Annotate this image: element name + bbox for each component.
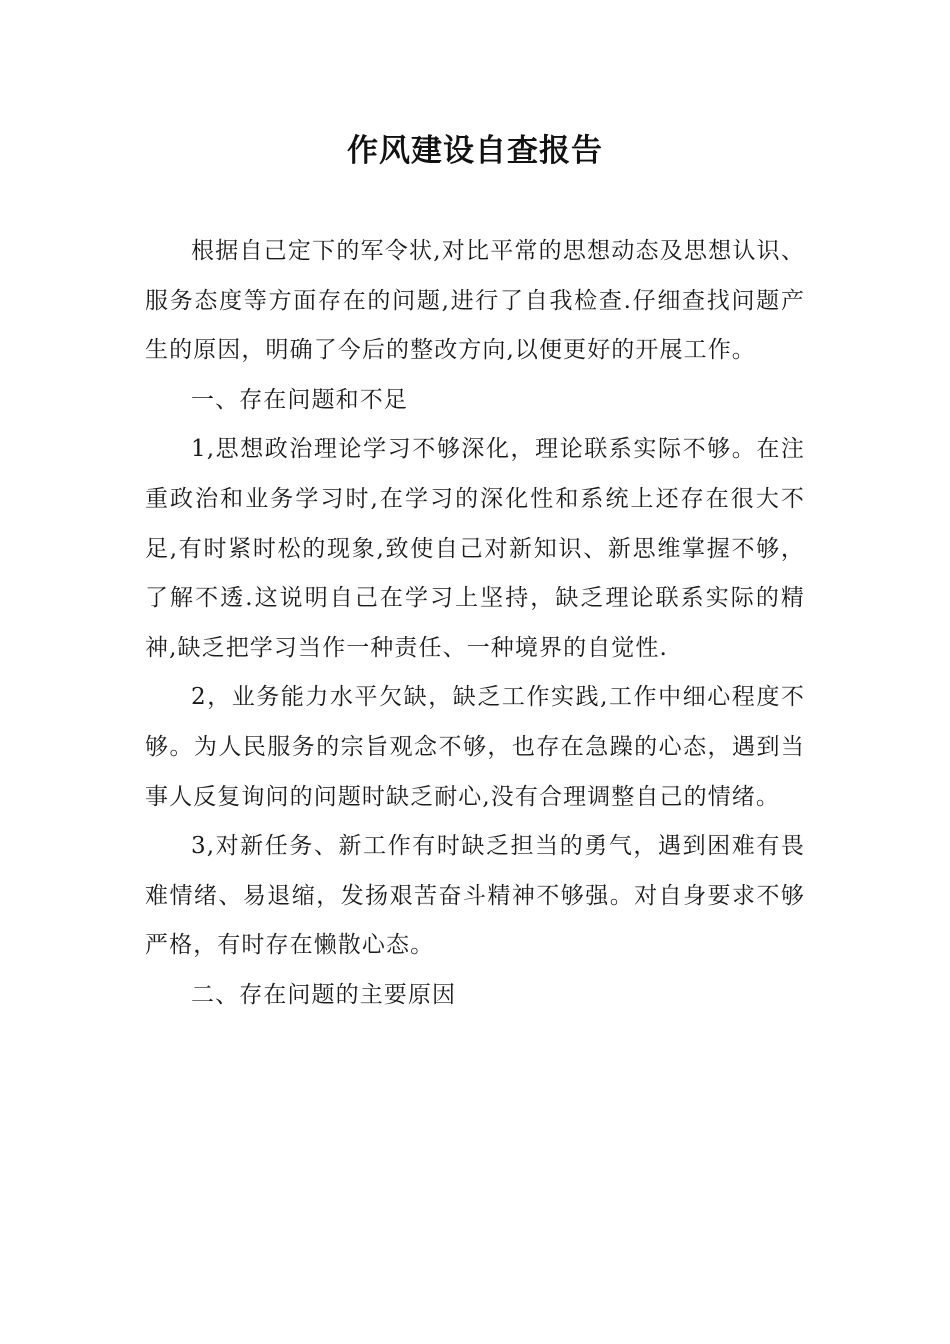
problem-item-1: 1,思想政治理论学习不够深化，理论联系实际不够。在注重政治和业务学习时,在学习的深化性和系统上还存在很大不足,有时紧时松的现象,致使自己对新知识、新思维掌握不够，了解不透.这说明自己在学习上坚持，缺乏理论联系实际的精神,缺乏把学习当作一种责任、一种境界的自觉性. [145,436,805,661]
section-heading-problems: 一、存在问题和不足 [191,386,408,413]
intro-paragraph: 根据自己定下的军令状,对比平常的思想动态及思想认识、服务态度等方面存在的问题,进行了自我检查.仔细查找问题产生的原因，明确了今后的整改方向,以便更好的开展工作。 [145,238,805,364]
section-heading-causes: 二、存在问题的主要原因 [191,981,457,1008]
problem-item-3: 3,对新任务、新工作有时缺乏担当的勇气，遇到困难有畏难情绪、易退缩，发扬艰苦奋斗精神不够强。对自身要求不够严格，有时存在懒散心态。 [145,833,805,959]
problem-item-2: 2，业务能力水平欠缺，缺乏工作实践,工作中细心程度不够。为人民服务的宗旨观念不够，也存在急躁的心态，遇到当事人反复询问的问题时缺乏耐心,没有合理调整自己的情绪。 [145,684,805,810]
document-title: 作风建设自查报告 [347,133,603,169]
document-body [145,227,805,1021]
